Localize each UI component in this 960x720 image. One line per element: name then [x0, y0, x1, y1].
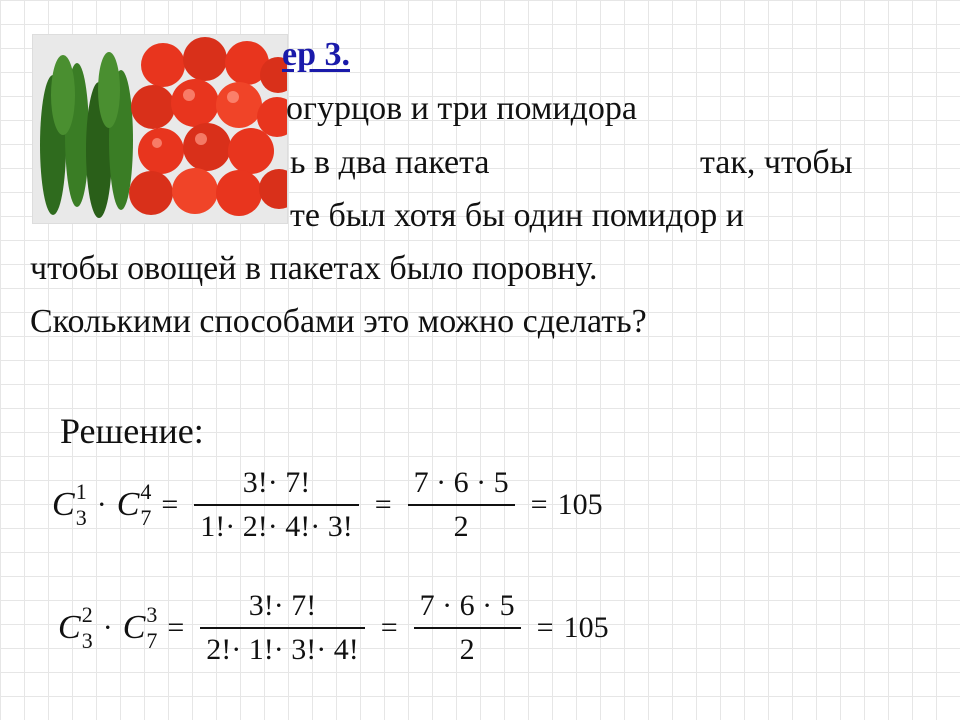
equals-sign: =	[536, 611, 554, 644]
superscript: 1	[75, 479, 87, 504]
formula-1	[52, 462, 603, 548]
example-heading: ер 3.	[282, 36, 350, 73]
result: 105	[563, 611, 609, 644]
fraction-1	[194, 462, 358, 548]
vegetables-photo	[32, 34, 288, 224]
subscript: 3	[81, 628, 93, 653]
problem-line-3: те был хотя бы один помидор и	[290, 197, 744, 234]
numerator: 7 · 6 · 5	[413, 466, 509, 499]
superscript: 4	[140, 479, 152, 504]
combination-symbol: C	[52, 486, 75, 523]
combination-2a	[58, 602, 93, 653]
denominator: 2!· 1!· 3!· 4!	[206, 633, 359, 666]
problem-line-5: Сколькими способами это можно сделать?	[30, 303, 647, 340]
denominator: 1!· 2!· 4!· 3!	[200, 510, 353, 543]
combination-1a	[52, 479, 87, 530]
problem-line-4: чтобы овощей в пакетах было поровну.	[30, 250, 598, 287]
equals-sign: =	[167, 611, 185, 644]
problem-line-2b: так, чтобы	[700, 144, 853, 181]
combination-symbol: C	[58, 609, 81, 646]
problem-line-1: огурцов и три помидора	[286, 90, 638, 127]
equals-sign: =	[380, 611, 398, 644]
numerator: 3!· 7!	[242, 466, 311, 499]
subscript: 3	[75, 505, 87, 530]
subscript: 7	[146, 628, 158, 653]
denominator: 2	[453, 510, 469, 543]
equals-sign: =	[530, 488, 548, 521]
combination-symbol: C	[122, 609, 146, 646]
equals-sign: =	[161, 488, 179, 521]
equals-sign: =	[374, 488, 392, 521]
superscript: 2	[81, 602, 93, 627]
fraction-2	[408, 462, 515, 548]
tomatoes	[129, 37, 287, 216]
combination-1b	[116, 479, 152, 530]
denominator: 2	[459, 633, 475, 666]
vegetables-illustration	[33, 35, 287, 223]
multiply-dot: ·	[102, 611, 113, 644]
fraction-1	[200, 585, 364, 671]
fraction-2	[414, 585, 521, 671]
combination-symbol: C	[116, 486, 140, 523]
numerator: 7 · 6 · 5	[419, 589, 515, 622]
numerator: 3!· 7!	[248, 589, 317, 622]
result: 105	[557, 488, 603, 521]
combination-2b	[122, 602, 158, 653]
problem-line-2a: ь в два пакета	[290, 144, 490, 181]
superscript: 3	[146, 602, 158, 627]
solution-label: Решение:	[60, 411, 204, 451]
formula-2	[58, 585, 609, 671]
subscript: 7	[140, 505, 152, 530]
multiply-dot: ·	[96, 488, 107, 521]
